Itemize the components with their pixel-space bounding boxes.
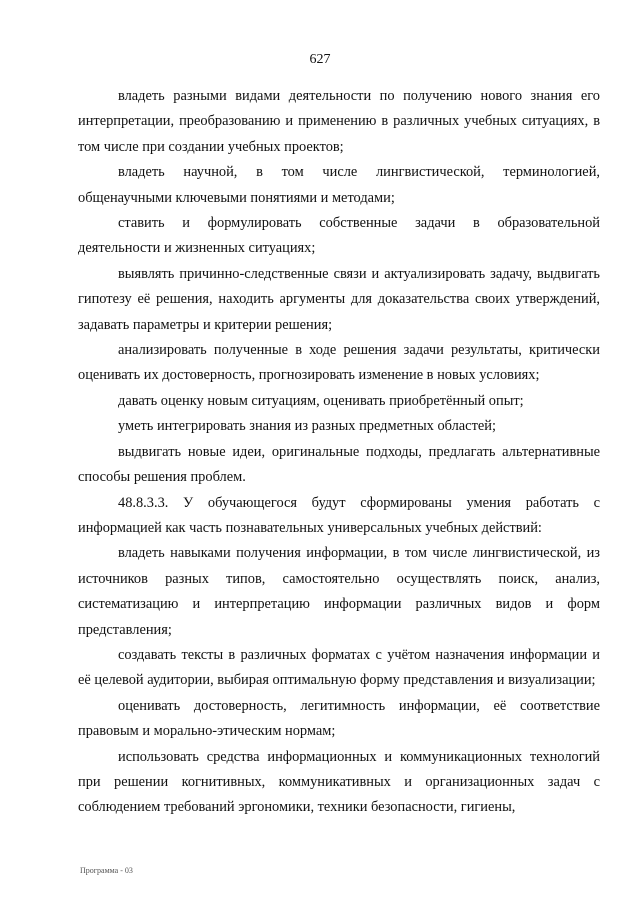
paragraph: давать оценку новым ситуациям, оценивать приобретённый опыт; bbox=[118, 392, 524, 409]
paragraph: выдвигать новые идеи, оригинальные подходы, предлагать альтернативные способы решения проблем. bbox=[78, 443, 600, 486]
paragraph: выявлять причинно-следственные связи и актуализировать задачу, выдвигать гипотезу её решения, находить аргументы для доказательства своих утверждений, задавать параметры и критерии решения; bbox=[78, 265, 600, 333]
paragraph: уметь интегрировать знания из разных предметных областей; bbox=[118, 418, 496, 435]
paragraph: оценивать достоверность, легитимность информации, её соответствие правовым и морально-этическим нормам; bbox=[78, 697, 600, 740]
paragraph: анализировать полученные в ходе решения задачи результаты, критически оценивать их достоверность, прогнозировать изменение в новых условиях; bbox=[78, 342, 600, 384]
footer-label: Программа - 03 bbox=[80, 866, 133, 875]
paragraph: владеть научной, в том числе лингвистической, терминологией, общенаучными ключевыми понятиями и методами; bbox=[78, 164, 600, 206]
document-body bbox=[78, 84, 600, 821]
paragraph: создавать тексты в различных форматах с учётом назначения информации и её целевой аудитории, выбирая оптимальную форму представления и визуализации; bbox=[78, 646, 600, 689]
paragraph: владеть разными видами деятельности по получению нового знания его интерпретации, преобразованию и применению в различных учебных ситуациях, в том числе при создании учебных проектов; bbox=[78, 88, 600, 155]
paragraph: ставить и формулировать собственные задачи в образовательной деятельности и жизненных ситуациях; bbox=[78, 215, 600, 257]
paragraph: владеть навыками получения информации, в том числе лингвистической, из источников разных типов, самостоятельно осуществлять поиск, анализ, систематизацию и интерпретацию информации различных видов и форм представления; bbox=[78, 545, 600, 638]
page-number: 627 bbox=[309, 52, 331, 67]
paragraph: использовать средства информационных и коммуникационных технологий при решении когнитивных, коммуникативных и организационных задач с соблюдением требований эргономики, техники безопасности, гигиены, bbox=[78, 748, 600, 816]
section-heading-paragraph: 48.8.3.3. У обучающегося будут сформированы умения работать с информацией как часть познавательных универсальных учебных действий: bbox=[78, 494, 600, 536]
